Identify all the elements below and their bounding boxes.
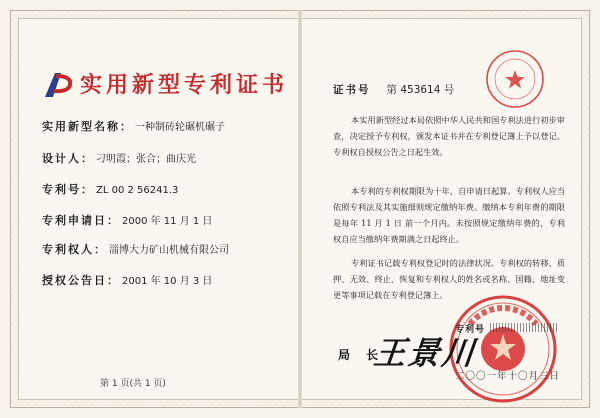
field-label: 授权公告日：: [42, 274, 120, 287]
cert-number-value: 第 453614 号: [386, 84, 455, 96]
field-label: 专利申请日：: [42, 214, 120, 227]
field-application-date: [42, 212, 212, 228]
certificate-number: [333, 82, 454, 97]
patent-office-logo-icon: [42, 70, 76, 100]
paragraph-term: 本专利的专利权期限为十年，自申请日起算。专利权人应当依照专利法及其实施细则规定缴纳年费。缴纳本专利年费的期限是每年 11 月 1 日 前一个月内。未按照规定缴纳年费的，专利权自应当缴纳年费期满之日起终止。: [333, 186, 565, 244]
page-number: 第 1 页(共 1 页): [100, 379, 166, 389]
issue-date: 二〇〇一年十〇月三日: [455, 371, 561, 382]
field-label: 专利号：: [42, 183, 94, 196]
field-value: 刁明霞；张合；曲庆光: [96, 154, 196, 165]
field-patentee: [42, 241, 229, 257]
patent-number-label: 专利号: [455, 325, 486, 335]
field-value: 淄博大力矿山机械有限公司: [109, 245, 229, 256]
patent-barcode: [490, 323, 558, 332]
cert-number-label: 证书号: [333, 84, 371, 96]
director-signature: 王景川: [371, 334, 478, 372]
field-value: ZL 00 2 56241.3: [96, 185, 179, 196]
field-label: 专利权人：: [42, 243, 107, 256]
field-value: 2000 年 11 月 1 日: [122, 216, 213, 227]
field-utility-model-name: [42, 118, 225, 134]
field-label: 设计人：: [42, 152, 94, 165]
paragraph-grant: 本实用新型经过本局依照中华人民共和国专利法进行初步审查，决定授予专利权，颁发本证书并在专利登记簿上予以登记。专利权自授权公告之日起生效。: [333, 115, 565, 157]
paragraph-legal-status: 专利证书记载专利权登记时的法律状况。专利权的转移、质押、无效、终止、恢复和专利权人的姓名或名称、国籍、地址变更等事项记载在专利登记簿上。: [333, 258, 565, 300]
certificate-title: 实用新型专利证书: [80, 72, 289, 98]
field-value: 2001 年 10 月 3 日: [122, 276, 213, 287]
field-grant-date: [42, 272, 212, 288]
small-red-seal-icon: [484, 48, 546, 110]
field-patent-number: [42, 181, 178, 197]
field-value: 一种制砖轮碾机碾子: [135, 122, 225, 133]
field-designer: [42, 150, 196, 166]
field-label: 实用新型名称：: [42, 120, 133, 133]
director-label: 局 长: [338, 348, 385, 362]
center-fold: [298, 10, 302, 408]
